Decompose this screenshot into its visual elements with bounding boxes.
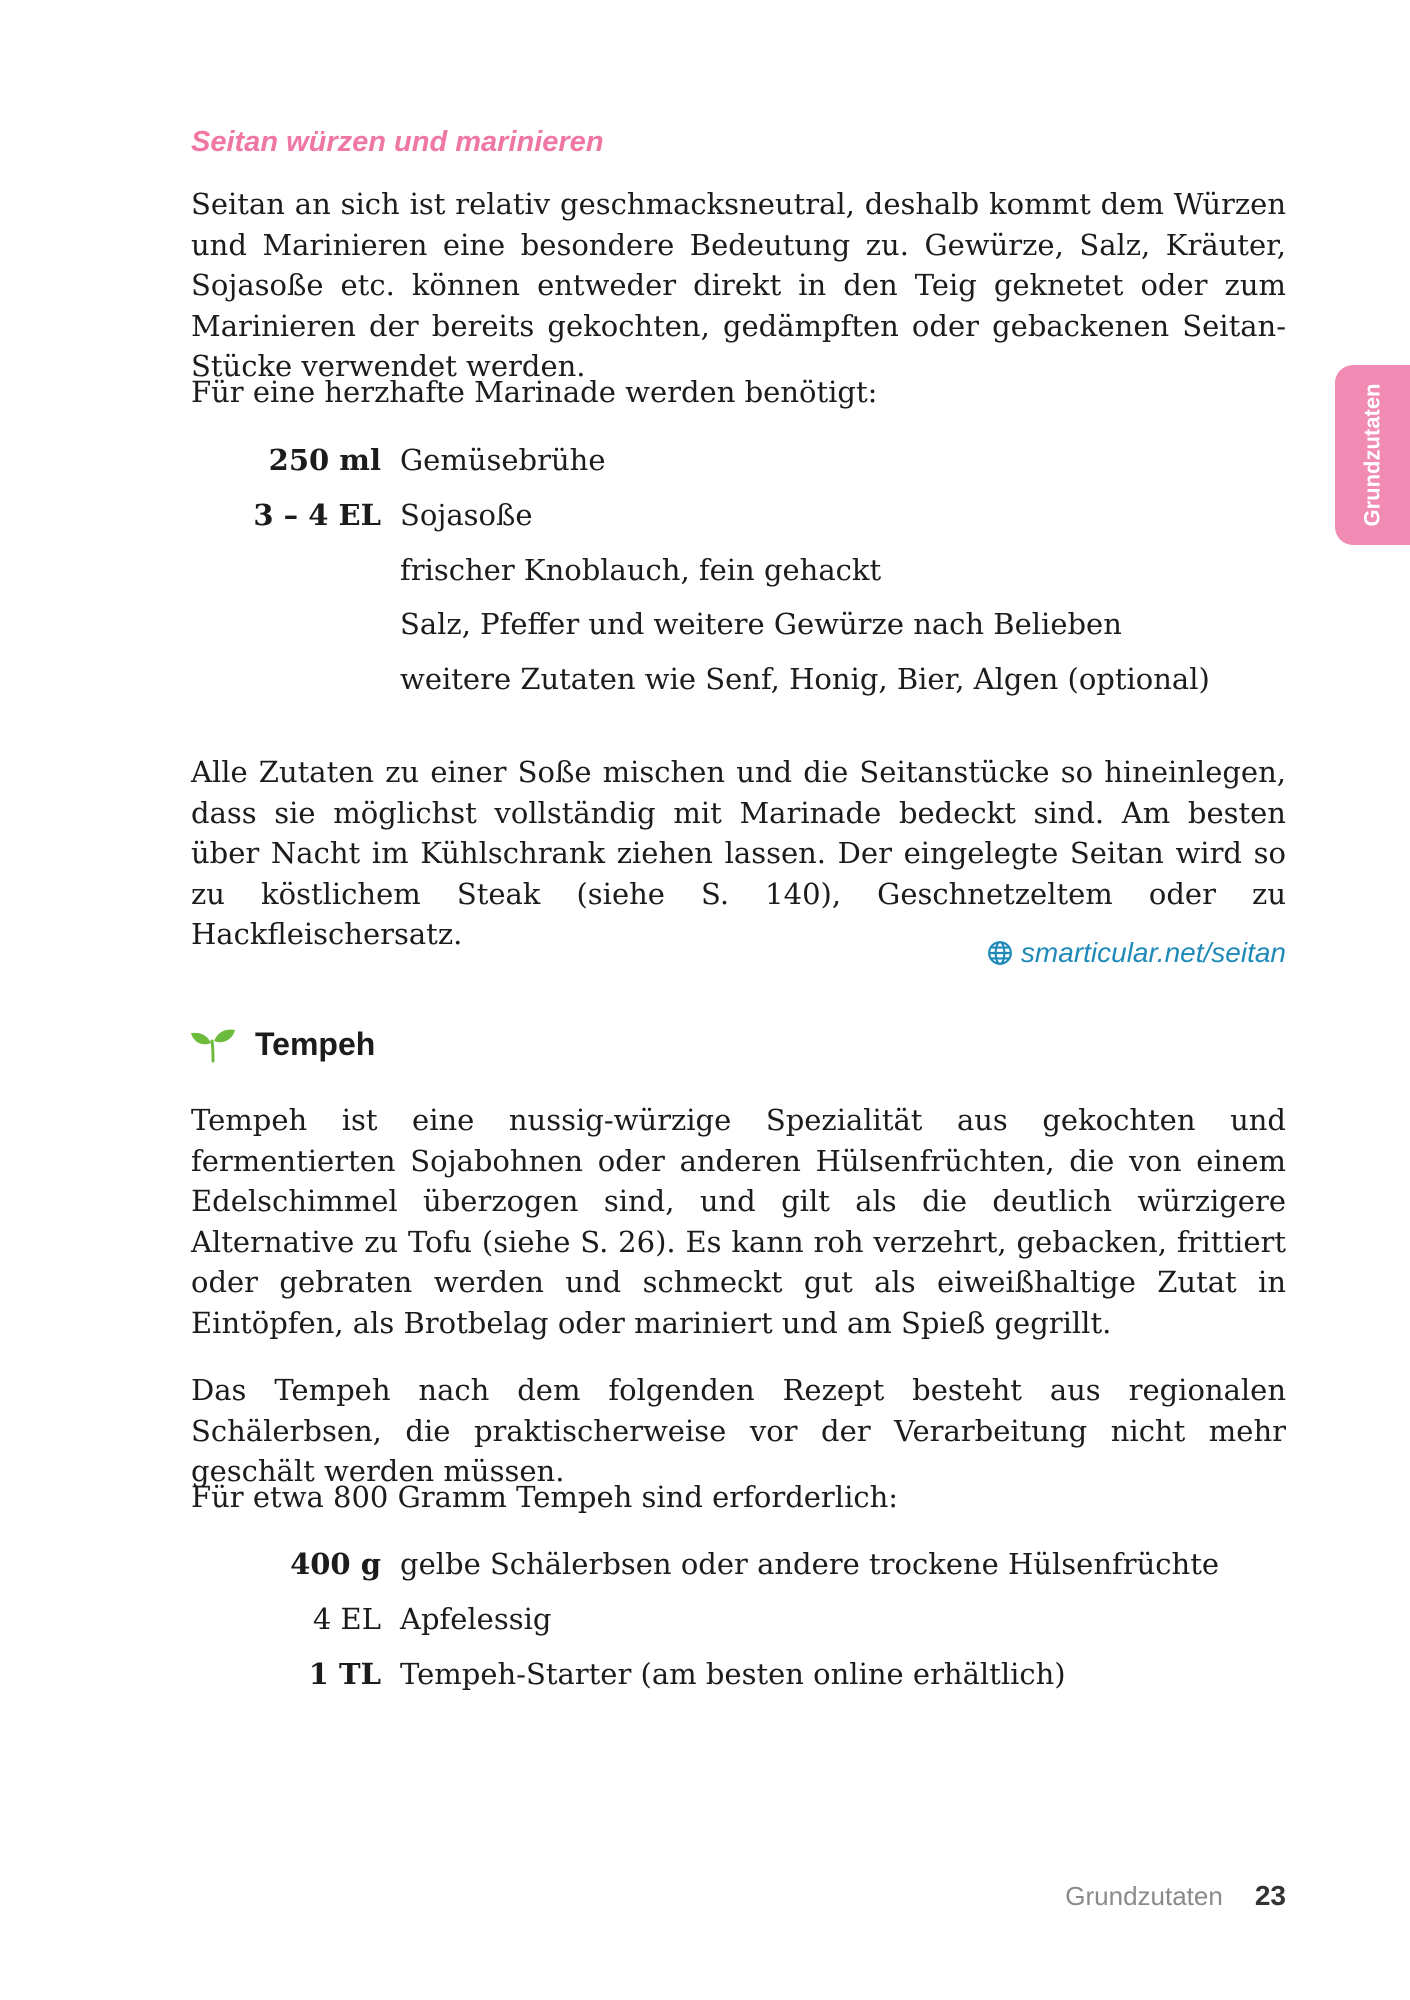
ingredient-quantity: 250 ml — [268, 443, 381, 477]
list-item — [191, 495, 1286, 535]
list-item — [191, 550, 1286, 590]
list-item — [191, 604, 1286, 644]
list-item — [191, 659, 1286, 699]
paragraph-marinade-instructions: Alle Zutaten zu einer Soße mischen und die Seitanstücke so hineinlegen, dass sie möglichst vollständig mit Marinade bedeckt sind. Am besten über Nacht im Kühlschrank ziehen lassen. Der eingelegte Seitan wird so zu köstlichem Steak (siehe S. 140), Geschnetzeltem oder zu Hackfleischersatz. — [191, 755, 1286, 951]
globe-icon — [987, 940, 1013, 966]
ingredient-quantity: 1 TL — [308, 1657, 381, 1691]
subheading: Seitan würzen und marinieren — [191, 126, 604, 158]
link-text: smarticular.net/seitan — [1020, 937, 1286, 968]
footer-chapter-label: Grundzutaten — [1065, 1881, 1223, 1911]
sprout-icon — [189, 1027, 237, 1063]
list-item — [191, 1654, 1286, 1694]
section-heading-tempeh — [189, 1026, 375, 1063]
seitan-link[interactable] — [987, 937, 1286, 969]
section-title: Tempeh — [255, 1026, 376, 1062]
ingredient-quantity: 3 – 4 EL — [253, 498, 381, 532]
ingredient-name: weitere Zutaten wie Senf, Honig, Bier, Algen (optional) — [400, 662, 1210, 696]
paragraph-tempeh-intro: Tempeh ist eine nussig-würzige Spezialität aus gekochten und fermentierten Sojabohnen oder anderen Hülsenfrüchten, die von einem Edelschimmel überzogen sind, und gilt als die deutlich würzigere Alternative zu Tofu (siehe S. 26). Es kann roh verzehrt, gebacken, frittiert oder gebraten werden und schmeckt gut als eiweißhaltige Zutat in Eintöpfen, als Brotbelag oder mariniert und am Spieß gegrillt. — [191, 1103, 1286, 1340]
page-footer — [1065, 1880, 1286, 1912]
paragraph-seitan-intro: Seitan an sich ist relativ geschmacksneutral, deshalb kommt dem Würzen und Marinieren eine besondere Bedeutung zu. Gewürze, Salz, Kräuter, Sojasoße etc. können entweder direkt in den Teig geknetet oder zum Marinieren der bereits gekochten, gedämpften oder gebackenen Seitan-Stücke verwendet werden. — [191, 187, 1286, 383]
ingredient-name: Tempeh-Starter (am besten online erhältlich) — [400, 1657, 1066, 1691]
ingredient-name: gelbe Schälerbsen oder andere trockene Hülsenfrüchte — [400, 1547, 1220, 1581]
paragraph-tempeh-recipe: Das Tempeh nach dem folgenden Rezept besteht aus regionalen Schälerbsen, die praktischerweise vor der Verarbeitung nicht mehr geschält werden müssen. — [191, 1373, 1286, 1488]
chapter-side-tab-label: Grundzutaten — [1359, 383, 1385, 527]
ingredient-name: frischer Knoblauch, fein gehackt — [400, 553, 882, 587]
chapter-side-tab — [1335, 365, 1410, 545]
tempeh-intro: Für etwa 800 Gramm Tempeh sind erforderlich: — [191, 1480, 899, 1514]
page-number: 23 — [1254, 1880, 1286, 1911]
list-item — [191, 440, 1286, 480]
marinade-intro: Für eine herzhafte Marinade werden benötigt: — [191, 375, 878, 409]
ingredient-name: Sojasoße — [400, 498, 533, 532]
ingredient-name: Apfelessig — [400, 1602, 552, 1636]
ingredient-quantity: 4 EL — [312, 1602, 381, 1636]
ingredient-name: Salz, Pfeffer und weitere Gewürze nach Belieben — [400, 607, 1122, 641]
list-item — [191, 1544, 1286, 1584]
list-item — [191, 1599, 1286, 1639]
ingredient-name: Gemüsebrühe — [400, 443, 606, 477]
ingredient-quantity: 400 g — [290, 1547, 381, 1581]
